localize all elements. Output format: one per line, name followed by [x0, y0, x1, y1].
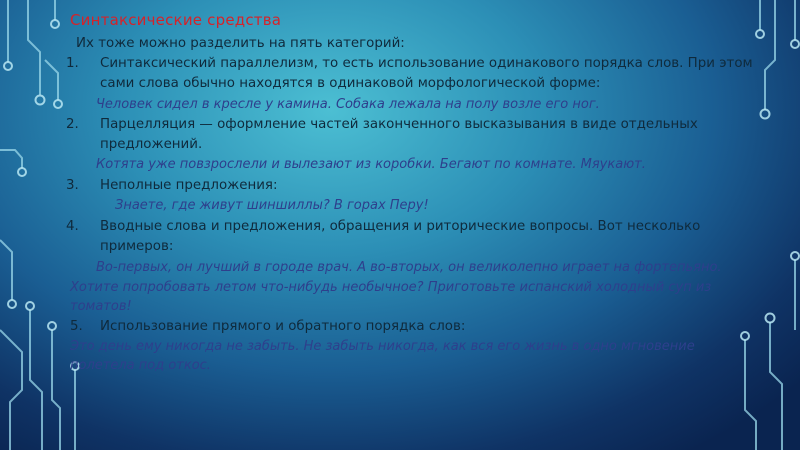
item-number: 3. [66, 178, 79, 193]
item-text-line: Синтаксический параллелизм, то есть использование одинакового порядка слов. При этом [100, 56, 753, 71]
example-text: томатов! [70, 299, 132, 314]
item-number: 1. [66, 56, 79, 71]
item-text-line: Парцелляция — оформление частей законченного высказывания в виде отдельных [100, 117, 698, 132]
example-text: Котята уже повзрослели и вылезают из коробки. Бегают по комнате. Мяукают. [96, 157, 646, 172]
example-text: Знаете, где живут шиншиллы? В горах Перу! [115, 198, 429, 213]
item-text-line: Вводные слова и предложения, обращения и риторические вопросы. Вот несколько [100, 219, 701, 234]
item-text-line: сами слова обычно находятся в одинаковой морфологической форме: [100, 76, 601, 91]
intro-text: Их тоже можно разделить на пять категорий: [76, 36, 405, 51]
example-text: Во-первых, он лучший в городе врач. А во-вторых, он великолепно играет на фортепьяно. [96, 260, 722, 275]
example-text: полетела под откос. [70, 358, 211, 373]
example-text: Это день ему никогда не забыть. Не забыть никогда, как вся его жизнь в одно мгновение [70, 339, 695, 354]
item-number: 2. [66, 117, 79, 132]
item-text-line: Использование прямого и обратного порядка слов: [100, 319, 466, 334]
slide-title: Синтаксические средства [70, 11, 282, 29]
item-number: 5. [70, 319, 83, 334]
item-text-line: предложений. [100, 137, 203, 152]
item-number: 4. [66, 219, 79, 234]
item-text-line: Неполные предложения: [100, 178, 278, 193]
example-text: Хотите попробовать летом что-нибудь необычное? Приготовьте испанский холодный суп из [70, 280, 712, 295]
item-text-line: примеров: [100, 239, 174, 254]
example-text: Человек сидел в кресле у камина. Собака лежала на полу возле его ног. [96, 97, 600, 112]
